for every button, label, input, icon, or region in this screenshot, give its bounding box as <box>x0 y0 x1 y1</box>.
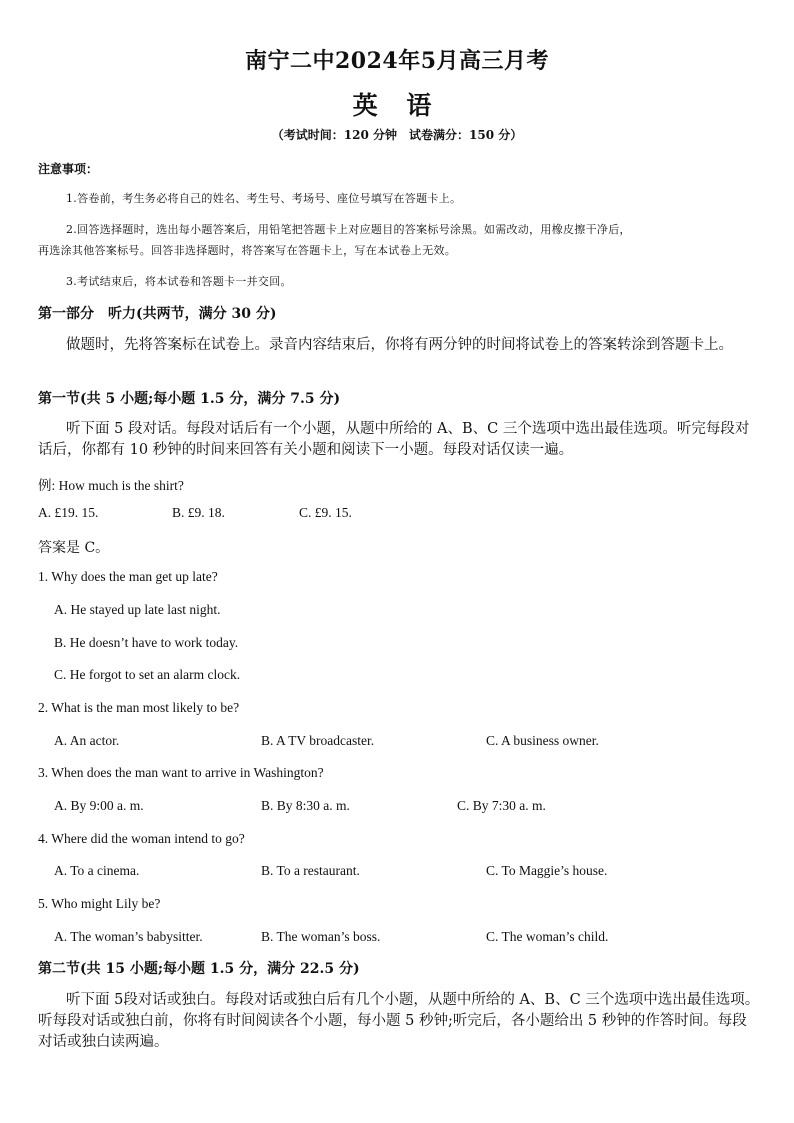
example-option: A. £19. 15. <box>38 505 99 520</box>
section1-heading: 第一节(共 5 小题;每小题 1.5 分，满分 7.5 分) <box>38 391 341 407</box>
option: A. He stayed up late last night. <box>54 602 221 617</box>
part1-heading: 第一部分 听力(共两节，满分 30 分) <box>38 306 277 322</box>
option: A. To a cinema. <box>54 863 140 878</box>
option: B. A TV broadcaster. <box>261 733 375 748</box>
exam-info: （考试时间：120 分钟 试卷满分：150 分） <box>271 128 523 142</box>
option: C. He forgot to set an alarm clock. <box>54 667 241 682</box>
question: 4. Where did the woman intend to go? <box>38 831 245 846</box>
notice-item: 2.回答选择题时，选出每小题答案后，用铅笔把答题卡上对应题目的答案标号涂黑。如需改动，用橡皮擦干净后， <box>66 223 631 236</box>
example-option: B. £9. 18. <box>172 505 225 520</box>
option: B. To a restaurant. <box>261 863 360 878</box>
option: A. An actor. <box>54 733 120 748</box>
option: C. The woman’s child. <box>486 929 609 944</box>
subject-title: 英 语 <box>352 91 442 120</box>
option: B. By 8:30 a. m. <box>261 798 350 813</box>
question: 5. Who might Lily be? <box>38 896 161 911</box>
section2-heading: 第二节(共 15 小题;每小题 1.5 分，满分 22.5 分) <box>38 961 360 977</box>
question: 2. What is the man most likely to be? <box>38 700 240 715</box>
option: A. By 9:00 a. m. <box>54 798 144 813</box>
option: C. By 7:30 a. m. <box>457 798 546 813</box>
option: B. The woman’s boss. <box>261 929 381 944</box>
example-answer: 答案是 C。 <box>38 540 110 556</box>
notice-item: 1.答卷前，考生务必将自己的姓名、考生号、考场号、座位号填写在答题卡上。 <box>66 192 462 205</box>
question: 3. When does the man want to arrive in Washington? <box>38 765 324 780</box>
section2-intro: 听下面 5段对话或独白。每段对话或独白后有几个小题，从题中所给的 A、B、C 三个选项中选出最佳选项。听每段对话或独白前，你将有时间阅读各个小题，每小题 5 秒钟;听完后，各小题给出 5 秒钟的作答时间。每段对话或独白读两遍。 <box>38 992 760 1050</box>
section1-intro: 听下面 5 段对话。每段对话后有一个小题，从题中所给的 A、B、C 三个选项中选出最佳选项。听完每段对话后，你都有 10 秒钟的时间来回答有关小题和阅读下一小题。每段对话仅读一遍。 <box>38 421 750 458</box>
option: C. To Maggie’s house. <box>486 863 608 878</box>
example-question: 例: How much is the shirt? <box>38 478 184 493</box>
part1-intro: 做题时，先将答案标在试卷上。录音内容结束后，你将有两分钟的时间将试卷上的答案转涂到答题卡上。 <box>66 337 733 353</box>
notice-heading: 注意事项： <box>38 162 99 176</box>
example-option: C. £9. 15. <box>299 505 352 520</box>
option: C. A business owner. <box>486 733 599 748</box>
notice-item: 3.考试结束后，将本试卷和答题卡一并交回。 <box>66 275 292 288</box>
option: A. The woman’s babysitter. <box>54 929 203 944</box>
exam-title: 南宁二中2024年5月高三月考 <box>244 48 550 74</box>
notice-item: 再选涂其他答案标号。回答非选择题时，将答案写在答题卡上，写在本试卷上无效。 <box>38 244 457 257</box>
question: 1. Why does the man get up late? <box>38 569 218 584</box>
option: B. He doesn’t have to work today. <box>54 635 239 650</box>
